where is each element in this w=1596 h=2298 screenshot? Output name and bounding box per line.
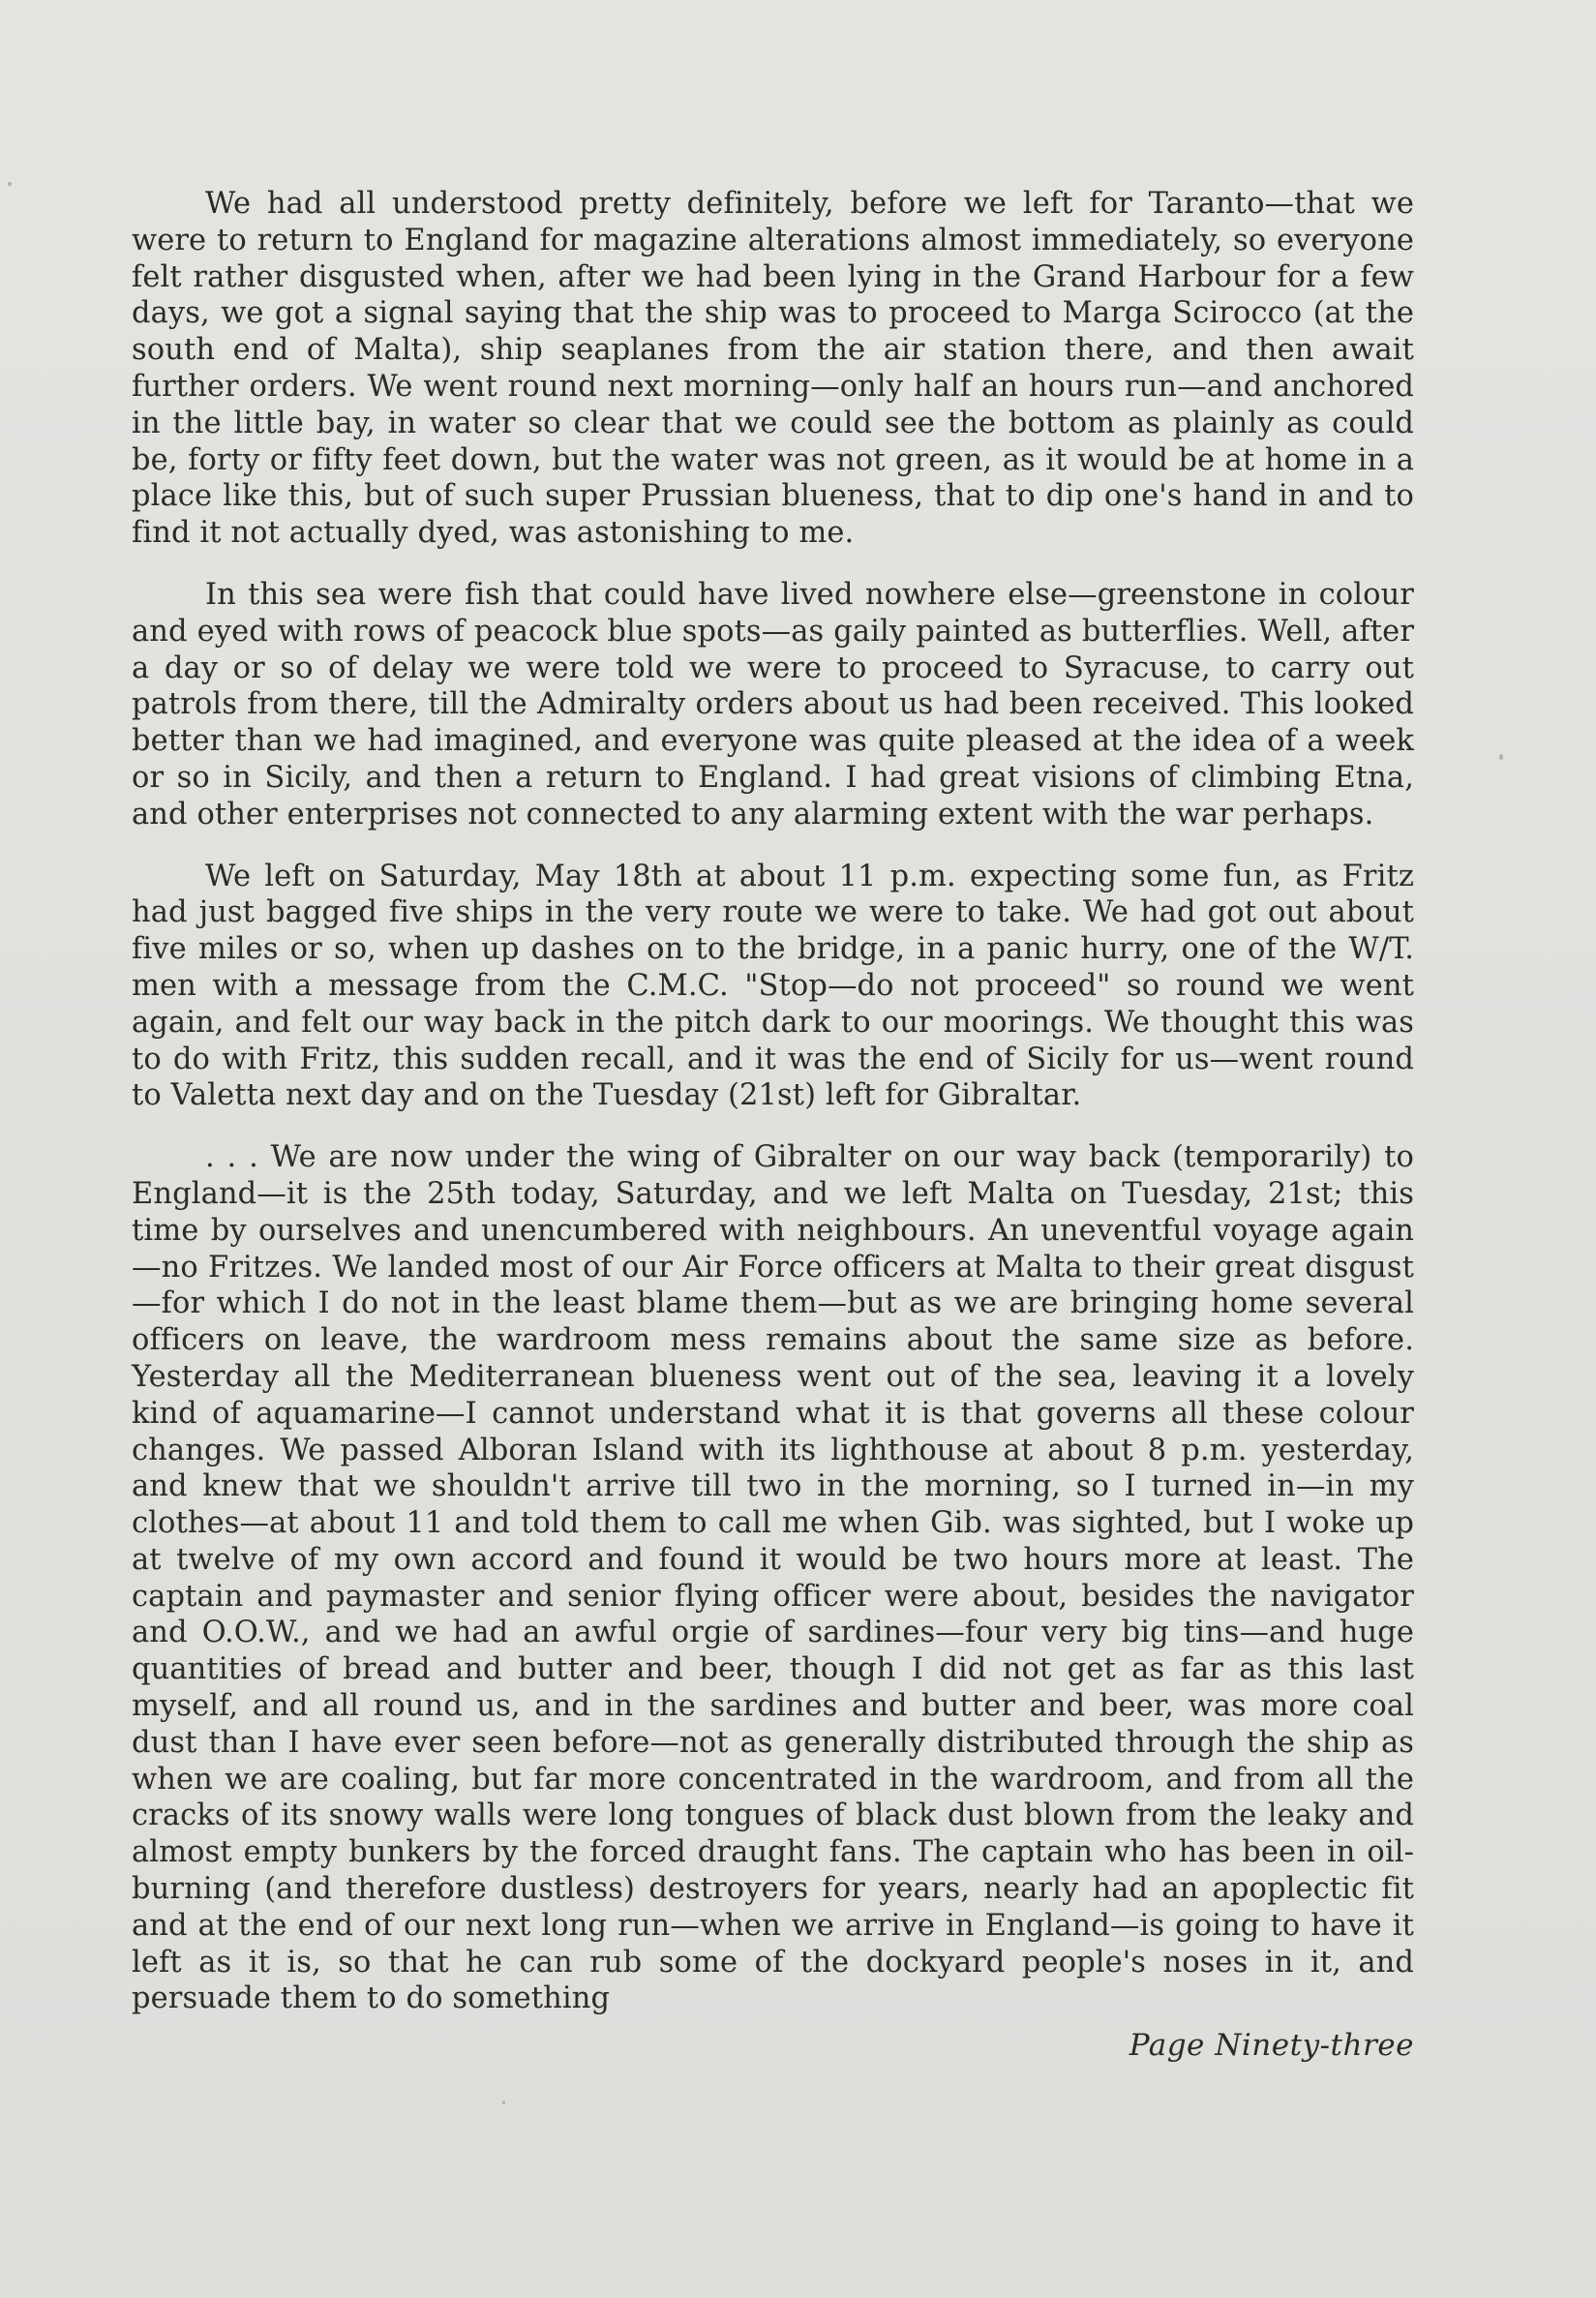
paragraph-2: In this sea were fish that could have lived nowhere else—greenstone in colour and eyed with rows of peacock blue spots—as gaily painted as butterflies. Well, after a day or so of delay we were told we were to proceed to Syracuse, to carry out patrols from there, till the Admiralty orders about us had been received. This looked better than we had imagined, and everyone was quite pleased at the idea of a week or so in Sicily, and then a return to England. I had great visions of climbing Etna, and other enterprises not connected to any alarming extent with the war perhaps. — [132, 577, 1414, 832]
paragraph-3: We left on Saturday, May 18th at about 11 p.m. expecting some fun, as Fritz had just bagged five ships in the very route we were to take. We had got out about five miles or so, when up dashes on to the bridge, in a panic hurry, one of the W/T. men with a message from the C.M.C. "Stop—do not proceed" so round we went again, and felt our way back in the pitch dark to our moorings. We thought this was to do with Fritz, this sudden recall, and it was the end of Sicily for us—went round to Valetta next day and on the Tuesday (21st) left for Gibraltar. — [132, 859, 1414, 1113]
paper-speck — [8, 182, 12, 186]
paper-speck — [1499, 754, 1503, 760]
paragraph-4: . . . We are now under the wing of Gibralter on our way back (temporarily) to England—it is the 25th today, Saturday, and we left Malta on Tuesday, 21st; this time by ourselves and unencumbered with neighbours. An uneventful voyage again—no Fritzes. We landed most of our Air Force officers at Malta to their great disgust—for which I do not in the least blame them—but as we are bringing home several officers on leave, the wardroom mess remains about the same size as before. Yesterday all the Mediterranean blueness went out of the sea, leaving it a lovely kind of aquamarine—I cannot understand what it is that governs all these colour changes. We passed Alboran Island with its lighthouse at about 8 p.m. yesterday, and knew that we shouldn't arrive till two in the morning, so I turned in—in my clothes—at about 11 and told them to call me when Gib. was sighted, but I woke up at twelve of my own accord and found it would be two hours more at least. The captain and paymaster and senior flying officer were about, besides the navigator and O.O.W., and we had an awful orgie of sardines—four very big tins—and huge quantities of bread and butter and beer, though I did not get as far as this last myself, and all round us, and in the sardines and butter and beer, was more coal dust than I have ever seen before—not as generally distributed through the ship as when we are coaling, but far more concentrated in the wardroom, and from all the cracks of its snowy walls were long tongues of black dust blown from the leaky and almost empty bunkers by the forced draught fans. The captain who has been in oil-burning (and therefore dustless) destroyers for years, nearly had an apoplectic fit and at the end of our next long run—when we arrive in England—is going to have it left as it is, so that he can rub some of the dockyard people's noses in it, and persuade them to do something — [132, 1140, 1414, 2016]
paragraph-1: We had all understood pretty definitely, before we left for Taranto—that we were to return to England for magazine alterations almost immediately, so everyone felt rather disgusted when, after we had been lying in the Grand Harbour for a few days, we got a signal saying that the ship was to proceed to Marga Scirocco (at the south end of Malta), ship seaplanes from the air station there, and then await further orders. We went round next morning—only half an hours run—and anchored in the little bay, in water so clear that we could see the bottom as plainly as could be, forty or fifty feet down, but the water was not green, as it would be at home in a place like this, but of such super Prussian blueness, that to dip one's hand in and to find it not actually dyed, was astonishing to me. — [132, 187, 1414, 551]
page-number: Page Ninety-three — [1129, 2028, 1414, 2063]
paper-speck — [502, 2101, 505, 2104]
body-text — [132, 186, 1414, 2017]
